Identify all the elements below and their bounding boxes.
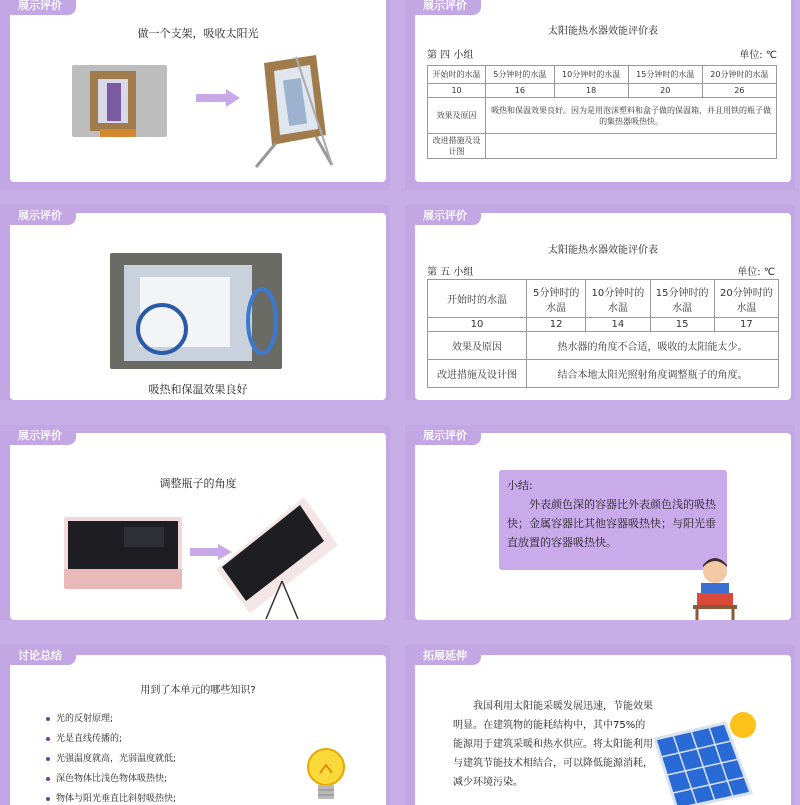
solar-panel-icon <box>647 709 759 805</box>
evaluation-table <box>427 279 779 388</box>
slide-tag: 展示评价 <box>6 425 76 445</box>
summary-text: 外表颜色深的容器比外表颜色浅的吸热快；金属容器比其他容器吸热快；与阳光垂直放置的容器吸热快。 <box>507 498 716 549</box>
slide-tag: 展示评价 <box>6 0 76 15</box>
heater-photo <box>110 253 282 369</box>
slide-card <box>415 655 791 805</box>
value-cell: 14 <box>586 318 650 332</box>
value-cell: 26 <box>702 84 776 98</box>
slide-card <box>415 433 791 620</box>
effect-text: 吸热和保温效果良好。因为是用泡沫塑料和盒子做的保温箱，并且用铁的瓶子做的集热器吸热快。 <box>486 98 777 134</box>
list-item: 深色物体比浅色物体吸热快; <box>46 771 167 784</box>
header-cell: 5分钟时的水温 <box>486 66 554 84</box>
slide-6 <box>405 425 795 620</box>
slide-card <box>415 0 791 182</box>
effect-text: 热水器的角度不合适，吸收的太阳能太少。 <box>527 332 779 360</box>
header-cell: 15分钟时的水温 <box>650 280 714 318</box>
caption: 吸热和保温效果良好 <box>148 383 248 396</box>
slide-tag: 展示评价 <box>411 205 481 225</box>
slide-5 <box>0 425 390 620</box>
slide-tag: 展示评价 <box>411 0 481 15</box>
value-cell: 17 <box>714 318 778 332</box>
slide-card <box>10 0 386 182</box>
slide-tag: 拓展延伸 <box>411 645 481 665</box>
header-cell: 20分钟时的水温 <box>714 280 778 318</box>
slide-2 <box>405 0 795 190</box>
slide-8 <box>405 645 795 805</box>
slide-1 <box>0 0 390 190</box>
group-label: 第 四 小组 <box>427 50 474 61</box>
header-cell: 20分钟时的水温 <box>702 66 776 84</box>
slide-card <box>415 213 791 400</box>
header-cell: 10分钟时的水温 <box>586 280 650 318</box>
question: 用到了本单元的哪些知识? <box>140 685 256 696</box>
table-title: 太阳能热水器效能评价表 <box>548 245 658 256</box>
slide-7 <box>0 645 390 805</box>
table-title: 太阳能热水器效能评价表 <box>548 26 658 37</box>
value-cell: 20 <box>628 84 702 98</box>
lightbulb-icon <box>304 743 348 805</box>
evaluation-table <box>427 65 777 159</box>
list-item: 光强温度就高，光弱温度就低; <box>46 751 176 764</box>
value-cell: 10 <box>428 318 527 332</box>
slide-card <box>10 213 386 400</box>
slide-card <box>10 433 386 620</box>
slide-tag: 展示评价 <box>6 205 76 225</box>
stand-photo <box>246 55 338 170</box>
group-label: 第 五 小组 <box>427 267 474 278</box>
improve-text: 结合本地太阳光照射角度调整瓶子的角度。 <box>527 360 779 388</box>
slide-card <box>10 655 386 805</box>
slide-3 <box>0 205 390 400</box>
value-cell: 15 <box>650 318 714 332</box>
unit-label: 单位: ℃ <box>739 50 777 61</box>
improve-text <box>486 134 777 159</box>
slide-tag: 展示评价 <box>411 425 481 445</box>
slide-4 <box>405 205 795 400</box>
value-cell: 10 <box>428 84 486 98</box>
header-cell: 开始时的水温 <box>428 280 527 318</box>
header-cell: 5分钟时的水温 <box>527 280 586 318</box>
effect-label: 效果及原因 <box>428 98 486 134</box>
improve-label: 改进措施及设计图 <box>428 360 527 388</box>
header-cell: 15分钟时的水温 <box>628 66 702 84</box>
caption: 做一个支架，吸收太阳光 <box>137 27 259 40</box>
value-cell: 16 <box>486 84 554 98</box>
effect-label: 效果及原因 <box>428 332 527 360</box>
value-cell: 18 <box>554 84 628 98</box>
unit-label: 单位: ℃ <box>737 267 775 278</box>
tilted-bottle-photo <box>212 497 344 620</box>
improve-label: 改进措施及设计图 <box>428 134 486 159</box>
slide-tag: 讨论总结 <box>6 645 76 665</box>
extension-text: 我国利用太阳能采暖发展迅速，节能效果明显。在建筑物的能耗结构中，其中75%的能源用于建筑采暖和热水供应。将太阳能利用与建筑节能技术相结合，可以降低能源消耗，减少环境污染。 <box>453 701 653 788</box>
list-item: 光的反射原理; <box>46 711 113 724</box>
summary-title: 小结: <box>507 479 533 492</box>
header-cell: 开始时的水温 <box>428 66 486 84</box>
box-photo <box>72 65 167 137</box>
caption: 调整瓶子的角度 <box>159 477 237 490</box>
value-cell: 12 <box>527 318 586 332</box>
arrow-icon <box>196 89 240 107</box>
bottle-photo <box>64 517 182 589</box>
list-item: 物体与阳光垂直比斜射吸热快; <box>46 791 176 804</box>
list-item: 光是直线传播的; <box>46 731 122 744</box>
header-cell: 10分钟时的水温 <box>554 66 628 84</box>
student-reading-icon <box>685 555 745 620</box>
